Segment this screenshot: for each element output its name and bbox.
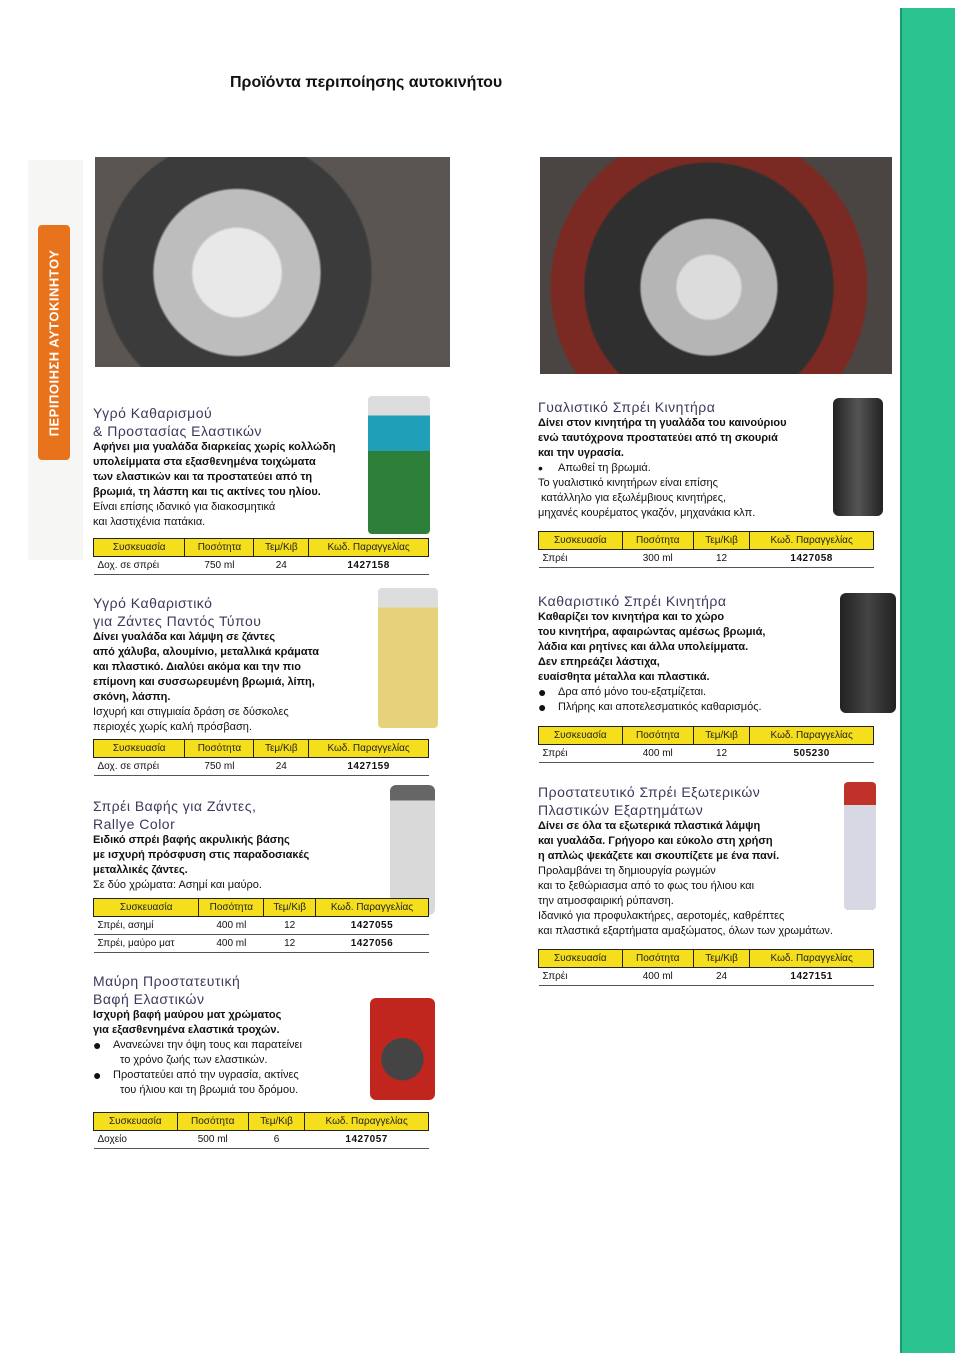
header-units: Τεμ/Κιβ <box>254 539 309 557</box>
product-description: και πλαστικό. Διαλύει ακόμα και την πιο <box>93 661 301 673</box>
product-note: Σε δύο χρώματα: Ασημί και μαύρο. <box>93 879 262 891</box>
product-title: Προστατευτικό Σπρέι Εξωτερικών <box>538 784 761 800</box>
header-code: Κωδ. Παραγγελίας <box>750 727 874 745</box>
product-title: Rallye Color <box>93 816 176 832</box>
product-tire-paint <box>93 972 453 1098</box>
header-units: Τεμ/Κιβ <box>693 727 749 745</box>
header-units: Τεμ/Κιβ <box>264 899 316 917</box>
product-title: Πλαστικών Εξαρτημάτων <box>538 802 704 818</box>
product-description: υπολείμματα στα εξασθενημένα τοιχώματα <box>93 456 316 468</box>
product-title: για Ζάντες Παντός Τύπου <box>93 613 262 629</box>
product-description: Αφήνει μια γυαλάδα διαρκείας χωρίς κολλώδη <box>93 441 336 453</box>
cell-pack: Δοχ. σε σπρέι <box>94 557 185 575</box>
header-pack: Συσκευασία <box>94 740 185 758</box>
product-note: Ισχυρή και στιγμιαία δράση σε δύσκολες <box>93 706 289 718</box>
table-row <box>539 968 874 986</box>
bullet-item <box>538 685 838 700</box>
header-pack: Συσκευασία <box>539 950 623 968</box>
cell-pack: Σπρέι <box>539 550 623 568</box>
product-title: Μαύρη Προστατευτική <box>93 973 241 989</box>
spec-table <box>538 726 874 763</box>
product-description: η απλώς ψεκάζετε και σκουπίζετε με ένα πανί. <box>538 850 780 862</box>
header-units: Τεμ/Κιβ <box>693 950 749 968</box>
spec-header-row <box>94 539 429 557</box>
product-description: Ισχυρή βαφή μαύρου ματ χρώματος <box>93 1009 282 1021</box>
product-description: Δίνει γυαλάδα και λάμψη σε ζάντες <box>93 631 276 643</box>
cell-units: 12 <box>264 917 316 935</box>
product-title: & Προστασίας Ελαστικών <box>93 423 262 439</box>
cell-code: 1427058 <box>750 550 874 568</box>
product-note: και λαστιχένια πατάκια. <box>93 516 206 528</box>
spec-table <box>538 531 874 568</box>
bullet-icon: ● <box>93 1037 102 1053</box>
header-code: Κωδ. Παραγγελίας <box>305 1113 429 1131</box>
product-description: για εξασθενημένα ελαστικά τροχών. <box>93 1024 280 1036</box>
header-qty: Ποσότητα <box>185 539 254 557</box>
table-row <box>94 917 429 935</box>
cell-pack: Σπρέι, ασημί <box>94 917 199 935</box>
product-description: από χάλυβα, αλουμίνιο, μεταλλικά κράματα <box>93 646 320 658</box>
table-row <box>94 935 429 953</box>
right-color-bar <box>902 8 955 1353</box>
cell-qty: 500 ml <box>177 1131 248 1149</box>
spec-table <box>93 739 429 776</box>
product-note: κατάλληλο για εξωλέμβιους κινητήρες, <box>538 492 727 504</box>
cell-qty: 750 ml <box>185 758 254 776</box>
bullet-icon: ● <box>93 1067 102 1083</box>
product-description: λάδια και ρητίνες και άλλα υπολείμματα. <box>538 641 749 653</box>
product-title: Υγρό Καθαρισμού <box>93 405 213 421</box>
spec-header-row <box>94 899 429 917</box>
product-description: σκόνη, λάσπη. <box>93 691 171 703</box>
bullet-icon: ● <box>538 684 547 700</box>
bullet-text: Απωθεί τη βρωμιά. <box>558 462 651 474</box>
bullet-item <box>538 461 838 476</box>
header-code: Κωδ. Παραγγελίας <box>750 532 874 550</box>
product-description: των ελαστικών και τα προστατεύει από τη <box>93 471 313 483</box>
spec-table <box>93 1112 429 1149</box>
tire-cleaning-photo <box>95 157 450 367</box>
spec-header-row <box>94 740 429 758</box>
cell-code: 505230 <box>750 745 874 763</box>
cell-pack: Δοχείο <box>94 1131 178 1149</box>
cell-code: 1427056 <box>315 935 428 953</box>
engine-cleaner-spray-image <box>840 593 896 713</box>
header-pack: Συσκευασία <box>539 532 623 550</box>
cell-units: 12 <box>693 745 749 763</box>
product-title: Καθαριστικό Σπρέι Κινητήρα <box>538 593 727 609</box>
product-description: Δίνει σε όλα τα εξωτερικά πλαστικά λάμψη <box>538 820 761 832</box>
bullet-text: Δρα από μόνο του-εξατμίζεται. <box>558 686 707 698</box>
table-row <box>94 557 429 575</box>
cell-code: 1427151 <box>750 968 874 986</box>
product-note: την ατμοσφαιρική ρύπανση. <box>538 895 674 907</box>
product-title: Σπρέι Βαφής για Ζάντες, <box>93 798 257 814</box>
cell-units: 24 <box>693 968 749 986</box>
cell-units: 12 <box>693 550 749 568</box>
header-units: Τεμ/Κιβ <box>254 740 309 758</box>
bullet-continuation: το χρόνο ζωής των ελαστικών. <box>120 1054 268 1066</box>
product-description: Δεν επηρεάζει λάστιχα, <box>538 656 660 668</box>
bullet-text: Πλήρης και αποτελεσματικός καθαρισμός. <box>558 701 762 713</box>
cell-code: 1427057 <box>305 1131 429 1149</box>
header-units: Τεμ/Κιβ <box>248 1113 304 1131</box>
bullet-item <box>93 1068 453 1083</box>
product-tire-cleaner <box>93 404 453 530</box>
cell-code: 1427158 <box>309 557 429 575</box>
side-tab-label: ΠΕΡΙΠΟΙΗΣΗ ΑΥΤΟΚΙΝΗΤΟΥ <box>46 249 62 436</box>
header-qty: Ποσότητα <box>199 899 264 917</box>
cell-units: 12 <box>264 935 316 953</box>
header-code: Κωδ. Παραγγελίας <box>750 950 874 968</box>
header-code: Κωδ. Παραγγελίας <box>315 899 428 917</box>
bullet-icon: ● <box>538 699 547 715</box>
cell-qty: 750 ml <box>185 557 254 575</box>
product-note: περιοχές χωρίς καλή πρόσβαση. <box>93 721 252 733</box>
side-tab <box>38 225 70 460</box>
table-row <box>94 1131 429 1149</box>
spec-table <box>93 538 429 575</box>
header-pack: Συσκευασία <box>94 539 185 557</box>
product-description: ενώ ταυτόχρονα προστατεύει από τη σκουριά <box>538 432 778 444</box>
spec-table <box>538 949 874 986</box>
bullet-text: Ανανεώνει την όψη τους και παρατείνει <box>113 1039 302 1051</box>
header-pack: Συσκευασία <box>94 1113 178 1131</box>
header-code: Κωδ. Παραγγελίας <box>309 539 429 557</box>
table-row <box>539 745 874 763</box>
cell-qty: 300 ml <box>622 550 693 568</box>
engine-gloss-spray-image <box>833 398 883 516</box>
cell-pack: Σπρέι <box>539 968 623 986</box>
product-note: Προλαμβάνει τη δημιουργία ρωγμών <box>538 865 716 877</box>
product-note: Το γυαλιστικό κινητήρων είναι επίσης <box>538 477 718 489</box>
bullet-item <box>538 700 838 715</box>
bullet-icon: • <box>538 460 543 476</box>
header-code: Κωδ. Παραγγελίας <box>309 740 429 758</box>
product-note: και πλαστικά εξαρτήματα αμαξώματος, όλων των χρωμάτων. <box>538 925 833 937</box>
cell-qty: 400 ml <box>622 968 693 986</box>
cell-qty: 400 ml <box>199 917 264 935</box>
product-rim-cleaner <box>93 594 453 735</box>
header-qty: Ποσότητα <box>185 740 254 758</box>
cell-code: 1427159 <box>309 758 429 776</box>
product-note: Ιδανικό για προφυλακτήρες, αεροτομές, καθρέπτες <box>538 910 785 922</box>
product-description: του κινητήρα, αφαιρώντας αμέσως βρωμιά, <box>538 626 766 638</box>
product-engine-cleaner <box>538 592 838 715</box>
table-row <box>94 758 429 776</box>
product-description: και γυαλάδα. Γρήγορο και εύκολο στη χρήση <box>538 835 773 847</box>
header-pack: Συσκευασία <box>539 727 623 745</box>
page-title: Προϊόντα περιποίησης αυτοκινήτου <box>230 74 503 91</box>
product-title: Γυαλιστικό Σπρέι Κινητήρα <box>538 399 716 415</box>
product-note: μηχανές κουρέματος γκαζόν, μηχανάκια κλπ. <box>538 507 756 519</box>
cell-pack: Σπρέι <box>539 745 623 763</box>
product-description: Δίνει στον κινητήρα τη γυαλάδα του καινούριου <box>538 417 787 429</box>
header-qty: Ποσότητα <box>622 950 693 968</box>
product-rim-paint <box>93 797 453 893</box>
header-pack: Συσκευασία <box>94 899 199 917</box>
product-note: Είναι επίσης ιδανικό για διακοσμητικά <box>93 501 276 513</box>
product-title: Βαφή Ελαστικών <box>93 991 205 1007</box>
cell-pack: Δοχ. σε σπρέι <box>94 758 185 776</box>
product-title: Υγρό Καθαριστικό <box>93 595 213 611</box>
header-qty: Ποσότητα <box>622 727 693 745</box>
product-description: Ειδικό σπρέι βαφής ακρυλικής βάσης <box>93 834 290 846</box>
cell-code: 1427055 <box>315 917 428 935</box>
product-description: με ισχυρή πρόσφυση στις παραδοσιακές <box>93 849 310 861</box>
product-plastic-protectant <box>538 783 878 939</box>
cell-qty: 400 ml <box>622 745 693 763</box>
spec-table <box>93 898 429 953</box>
header-qty: Ποσότητα <box>177 1113 248 1131</box>
spec-header-row <box>94 1113 429 1131</box>
product-engine-gloss <box>538 398 838 521</box>
header-qty: Ποσότητα <box>622 532 693 550</box>
cell-pack: Σπρέι, μαύρο ματ <box>94 935 199 953</box>
bullet-continuation: του ήλιου και τη βρωμιά του δρόμου. <box>120 1084 299 1096</box>
cell-units: 6 <box>248 1131 304 1149</box>
product-description: Καθαρίζει τον κινητήρα και το χώρο <box>538 611 725 623</box>
product-description: και την υγρασία. <box>538 447 624 459</box>
header-units: Τεμ/Κιβ <box>693 532 749 550</box>
product-description: μεταλλικές ζάντες. <box>93 864 188 876</box>
bullet-text: Προστατεύει από την υγρασία, ακτίνες <box>113 1069 299 1081</box>
spec-header-row <box>539 532 874 550</box>
spec-header-row <box>539 727 874 745</box>
product-note: και το ξεθώριασμα από το φως του ήλιου και <box>538 880 755 892</box>
product-description: επίμονη και συσσωρευμένη βρωμιά, λίπη, <box>93 676 315 688</box>
product-description: ευαίσθητα μέταλλα και πλαστικά. <box>538 671 710 683</box>
product-description: βρωμιά, τη λάσπη και τις ακτίνες του ηλίου. <box>93 486 321 498</box>
spec-header-row <box>539 950 874 968</box>
cell-qty: 400 ml <box>199 935 264 953</box>
cell-units: 24 <box>254 758 309 776</box>
engine-spray-photo <box>540 157 892 374</box>
table-row <box>539 550 874 568</box>
cell-units: 24 <box>254 557 309 575</box>
bullet-item <box>93 1038 453 1053</box>
